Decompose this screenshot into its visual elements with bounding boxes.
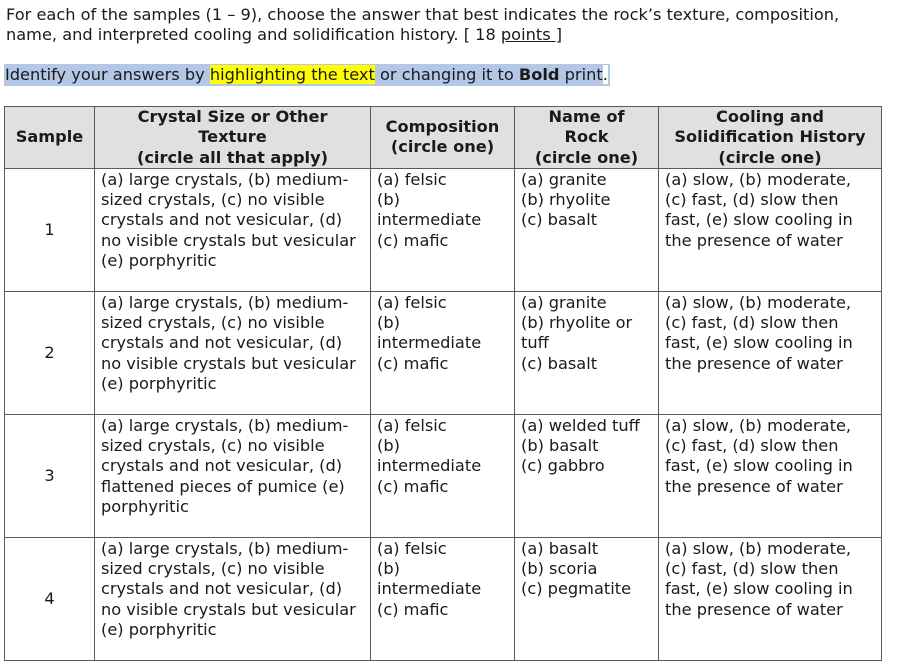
cooling-options[interactable]: (a) slow, (b) moderate, (c) fast, (d) slow then fast, (e) slow cooling in the presence of water [659,537,882,660]
rock-name-option[interactable]: (b) rhyolite or tuff [521,313,633,353]
table-header-row [5,107,882,169]
instructions-paragraph [6,5,892,45]
sample-number: 4 [5,537,95,660]
header-cooling-line1: Cooling and [715,107,824,126]
instructions-line-2-text: name, and interpreted cooling and solidification history. [ 18 [6,25,501,44]
sample-number: 3 [5,414,95,537]
identify-text-2: or changing it to [374,65,519,84]
composition-option[interactable]: (b) [377,559,400,579]
rock-name-option[interactable]: (b) basalt [521,436,599,456]
header-rock-name-line3: (circle one) [534,147,639,167]
composition-option[interactable]: (a) felsic [377,169,447,189]
composition-option[interactable]: intermediate [377,579,482,599]
instructions-line-2 [6,25,892,45]
composition-option[interactable]: intermediate [377,333,482,353]
composition-option[interactable]: (b) [377,436,400,456]
table-row [5,414,882,537]
rock-name-option[interactable]: (a) granite [521,292,607,312]
rock-samples-table [4,106,882,661]
rock-name-option[interactable]: (b) rhyolite [521,190,611,210]
sample-number: 2 [5,291,95,414]
composition-option[interactable]: (c) mafic [377,476,449,496]
header-texture-line3: (circle all that apply) [136,147,329,167]
table-row [5,537,882,660]
rock-name-option[interactable]: (c) basalt [521,353,598,373]
rock-name-option[interactable]: (c) basalt [521,210,598,230]
header-cooling-line3: (circle one) [718,147,822,167]
rock-name-option[interactable]: (c) gabbro [521,456,605,476]
header-texture-line2: Texture [198,127,267,147]
rock-name-option[interactable]: (a) basalt [521,538,599,558]
rock-name-option[interactable]: (a) granite [521,169,607,189]
identify-text-1: Identify your answers by [5,65,210,84]
identify-text-3: print [559,65,603,84]
table-row [5,168,882,291]
sample-number: 1 [5,168,95,291]
rock-name-options[interactable] [515,291,659,414]
composition-option[interactable]: (c) mafic [377,599,449,619]
header-composition-line1: Composition [385,117,500,137]
composition-options[interactable] [371,291,515,414]
header-texture-line1: Crystal Size or Other [137,107,328,126]
rock-name-options[interactable] [515,414,659,537]
highlighted-text-example: highlighting the text [209,65,375,84]
header-composition [371,107,515,169]
composition-option[interactable]: (c) mafic [377,230,449,250]
composition-option[interactable]: (a) felsic [377,292,447,312]
identify-instruction [4,64,610,86]
composition-option[interactable]: intermediate [377,210,482,230]
rock-name-options[interactable] [515,168,659,291]
texture-options[interactable]: (a) large crystals, (b) medium-sized crystals, (c) no visible crystals and not vesicular, (d) flattened pieces of pumice (e) porphyritic [95,414,371,537]
header-cooling-line2: Solidification History [674,127,866,147]
rock-name-options[interactable] [515,537,659,660]
header-rock-name-line1: Name of [548,107,625,126]
composition-options[interactable] [371,414,515,537]
composition-options[interactable] [371,168,515,291]
rock-name-option[interactable]: (a) welded tuff [521,415,640,435]
instructions-line-1: For each of the samples (1 – 9), choose the answer that best indicates the rock’s texture, composition, [6,5,840,24]
rock-name-option[interactable]: (b) scoria [521,559,598,579]
header-rock-name-line2: Rock [564,127,609,147]
header-sample: Sample [5,107,95,169]
identify-period: . [602,65,608,84]
table-row [5,291,882,414]
header-rock-name [515,107,659,169]
bold-text-example: Bold [518,65,560,84]
header-composition-line2: (circle one) [390,137,495,157]
cooling-options[interactable]: (a) slow, (b) moderate, (c) fast, (d) slow then fast, (e) slow cooling in the presence of water [659,291,882,414]
composition-option[interactable]: (b) [377,313,400,333]
composition-option[interactable]: intermediate [377,456,482,476]
cooling-options[interactable]: (a) slow, (b) moderate, (c) fast, (d) slow then fast, (e) slow cooling in the presence of water [659,414,882,537]
composition-option[interactable]: (b) [377,190,400,210]
points-link[interactable]: points ] [500,25,563,44]
texture-options[interactable]: (a) large crystals, (b) medium-sized crystals, (c) no visible crystals and not vesicular, (d) no visible crystals but vesicular (e) porphyritic [95,168,371,291]
texture-options[interactable]: (a) large crystals, (b) medium-sized crystals, (c) no visible crystals and not vesicular, (d) no visible crystals but vesicular (e) porphyritic [95,537,371,660]
rock-name-option[interactable]: (c) pegmatite [521,579,632,599]
header-texture [95,107,371,169]
composition-option[interactable]: (a) felsic [377,538,447,558]
header-cooling [659,107,882,169]
cooling-options[interactable]: (a) slow, (b) moderate, (c) fast, (d) slow then fast, (e) slow cooling in the presence of water [659,168,882,291]
composition-option[interactable]: (c) mafic [377,353,449,373]
composition-option[interactable]: (a) felsic [377,415,447,435]
composition-options[interactable] [371,537,515,660]
texture-options[interactable]: (a) large crystals, (b) medium-sized crystals, (c) no visible crystals and not vesicular, (d) no visible crystals but vesicular (e) porphyritic [95,291,371,414]
